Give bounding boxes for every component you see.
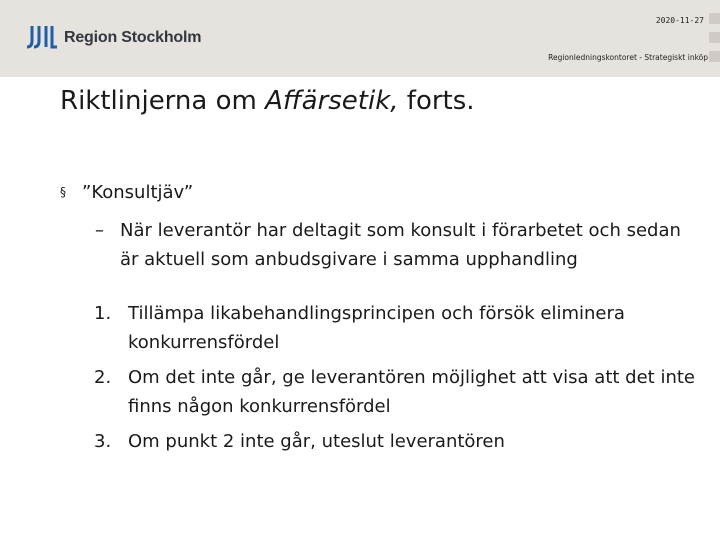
bullet-marker: § xyxy=(60,185,66,199)
slide-title xyxy=(60,86,475,116)
item-number: 1. xyxy=(94,303,112,324)
numbered-item xyxy=(60,363,700,421)
logo-text: Region Stockholm xyxy=(64,29,202,46)
slide-body xyxy=(60,178,700,462)
nav-square xyxy=(709,51,720,62)
item-text: Tillämpa likabehandlingsprincipen och försök eliminera konkurrensfördel xyxy=(128,303,625,353)
item-number: 3. xyxy=(94,431,112,452)
nav-square xyxy=(709,32,720,43)
numbered-item xyxy=(60,299,700,357)
title-text: Riktlinjerna om xyxy=(60,86,266,116)
item-text: Om punkt 2 inte går, uteslut leverantören xyxy=(128,431,505,452)
bullet-item xyxy=(60,178,700,207)
bullet-text: ”Konsultjäv” xyxy=(82,182,194,203)
slide-nav-squares xyxy=(709,13,720,70)
region-stockholm-logo xyxy=(26,24,201,52)
numbered-item xyxy=(60,427,700,456)
region-stockholm-emblem-icon xyxy=(26,25,58,51)
item-text: Om det inte går, ge leverantören möjlighet att visa att det inte finns någon konkurrensfördel xyxy=(128,367,695,417)
sub-bullet-item xyxy=(60,216,700,274)
sub-bullet-text: När leverantör har deltagit som konsult i förarbetet och sedan är aktuell som anbudsgivare i samma upphandling xyxy=(120,220,681,270)
sub-bullet-marker: – xyxy=(95,220,104,241)
title-suffix-text: forts. xyxy=(398,86,475,116)
numbered-list xyxy=(60,299,700,456)
header-band xyxy=(0,0,720,77)
item-number: 2. xyxy=(94,367,112,388)
nav-square xyxy=(709,13,720,24)
department-label: Regionledningskontoret - Strategiskt inköp xyxy=(548,53,708,62)
title-italic-text: Affärsetik, xyxy=(265,86,399,116)
slide-date: 2020-11-27 xyxy=(655,16,704,25)
